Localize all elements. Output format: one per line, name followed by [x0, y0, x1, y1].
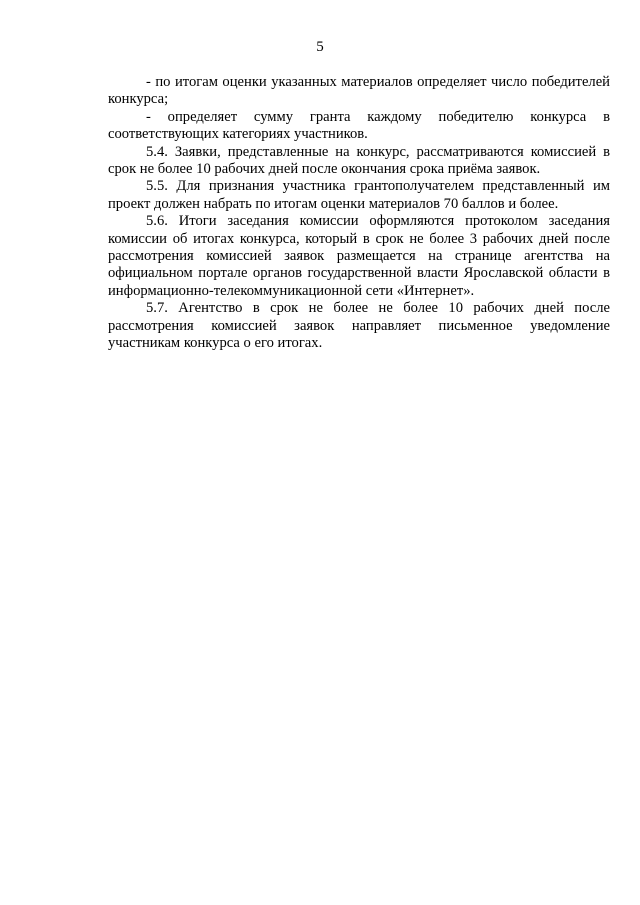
paragraph-5-6: 5.6. Итоги заседания комиссии оформляются протоколом заседания комиссии об итогах конкурса, который в срок не более 3 рабочих дней после рассмотрения комиссией заявок размещается на странице агентства на официальном портале органов государственной власти Ярославской области в информационно-телекоммуникационной сети «Интернет».	[108, 213, 610, 299]
paragraph-grant-amount: - определяет сумму гранта каждому победителю конкурса в соответствующих категориях участников.	[108, 108, 610, 143]
document-body	[108, 74, 610, 353]
page-number: 5	[316, 39, 324, 55]
paragraph-winners-count: - по итогам оценки указанных материалов определяет число победителей конкурса;	[108, 74, 610, 108]
paragraph-5-5: 5.5. Для признания участника грантополучателем представленный им проект должен набрать по итогам оценки материалов 70 баллов и более.	[108, 178, 610, 212]
paragraph-5-7: 5.7. Агентство в срок не более не более 10 рабочих дней после рассмотрения комиссией заявок направляет письменное уведомление участникам конкурса о его итогах.	[108, 300, 610, 352]
paragraph-5-4: 5.4. Заявки, представленные на конкурс, рассматриваются комиссией в срок не более 10 рабочих дней после окончания срока приёма заявок.	[108, 143, 610, 178]
